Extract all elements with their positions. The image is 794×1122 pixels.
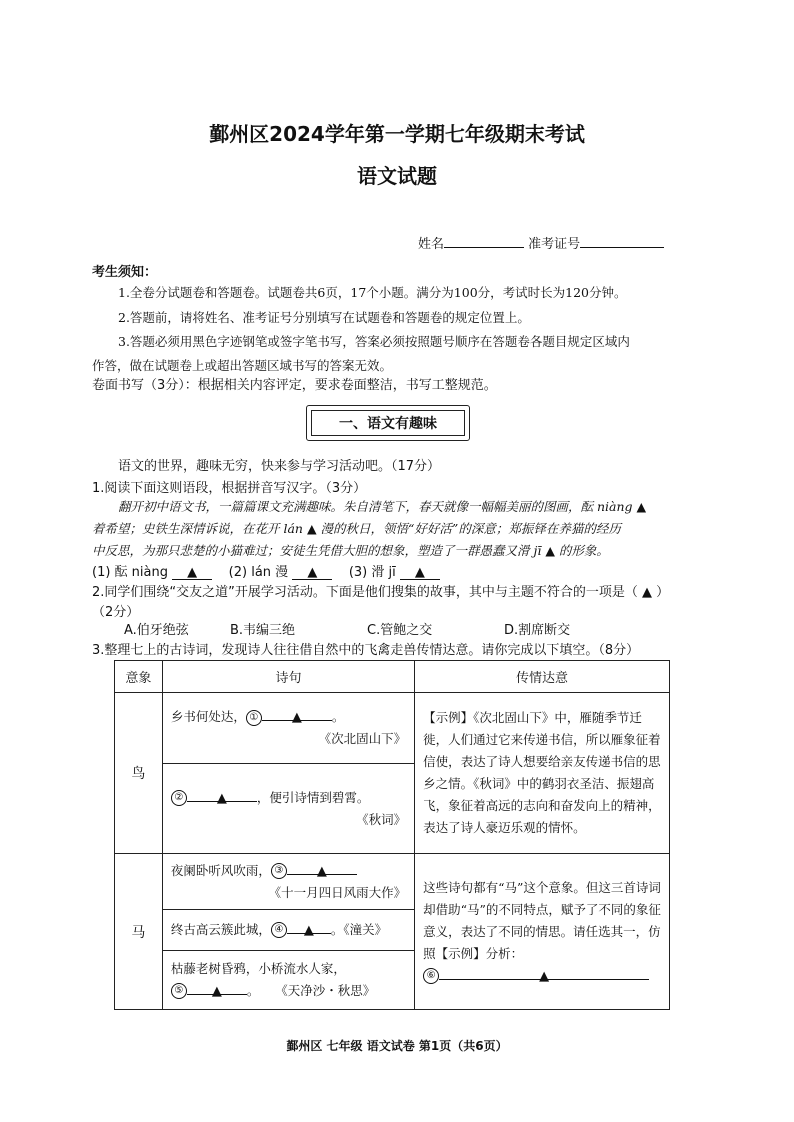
q3-stem: 3.整理七上的古诗词，发现诗人往往借自然中的飞禽走兽传情达意。请你完成以下填空。（8分） xyxy=(92,643,640,658)
verse-text: 终古高云簇此城， xyxy=(170,921,271,937)
q2-stem: 2.同学们围绕“交友之道”开展学习活动。下面是他们搜集的故事，其中与主题不符合的一项是（ ▲ ） xyxy=(92,585,670,600)
name-field[interactable] xyxy=(444,233,524,248)
triangle-icon: ▲ xyxy=(211,983,222,999)
verse-blank-1[interactable] xyxy=(262,706,332,726)
source: 《潼关》 xyxy=(343,921,388,937)
imagery-bird: 鸟 xyxy=(115,692,163,854)
source: 《十一月四日风雨大作》 xyxy=(268,884,407,900)
q2-option-a[interactable]: A.伯牙绝弦 xyxy=(124,623,189,638)
notice-item-3: 3.答题必须用黑色字迹钢笔或签字笔书写，答案必须按照题号顺序在答题卷各题目规定区域内 xyxy=(118,334,630,349)
q1-blank-3[interactable] xyxy=(400,565,440,580)
triangle-icon: ▲ xyxy=(216,790,227,806)
verse-cell-5: 枯藤老树昏鸦，小桥流水人家， ⑤ ▲ 。 《天净沙・秋思》 xyxy=(162,950,414,1009)
emotion-cell-horse xyxy=(415,854,670,1010)
imagery-horse: 马 xyxy=(115,854,163,1010)
verse-text: 乡书何处达， xyxy=(170,709,246,725)
section-title-scroll xyxy=(306,405,470,441)
q2-option-b[interactable]: B.韦编三绝 xyxy=(230,623,296,638)
triangle-icon: ▲ xyxy=(303,922,314,938)
q1-passage-line-1: 翻开初中语文书，一篇篇课文充满趣味。朱自清笔下，春天就像一幅幅美丽的图画，酝 niàng ▲ xyxy=(118,499,647,514)
blank-number: ⑤ xyxy=(171,983,187,999)
q1-answer-blanks xyxy=(92,561,440,580)
blank-number: ④ xyxy=(271,922,287,938)
id-label: 准考证号 xyxy=(528,237,581,252)
candidate-info xyxy=(418,233,664,252)
triangle-icon: ▲ xyxy=(187,565,198,580)
source: 《秋词》 xyxy=(356,811,407,827)
q1-blank-2-label: (2) lán 漫 xyxy=(228,565,289,580)
analysis-blank[interactable] xyxy=(439,965,649,984)
blank-number: ⑥ xyxy=(423,968,439,984)
poem-table xyxy=(114,660,670,1010)
q1-blank-2[interactable] xyxy=(292,565,332,580)
verse-text: 夜阑卧听风吹雨， xyxy=(170,862,271,878)
notice-item-1: 1.全卷分试题卷和答题卷。试题卷共6页，17个小题。满分为100分，考试时长为120分钟。 xyxy=(118,285,627,300)
source: 《天净沙・秋思》 xyxy=(275,982,376,998)
triangle-icon: ▲ xyxy=(316,863,327,879)
q1-passage-line-3: 中反思，为那只悲楚的小猫难过；安徒生凭借大胆的想象，塑造了一群愚蠢又滑 jī ▲ 的形象。 xyxy=(92,543,609,558)
verse-text: 枯藤老树昏鸦，小桥流水人家， xyxy=(170,960,346,976)
verse-cell-3 xyxy=(162,854,414,909)
id-field[interactable] xyxy=(580,233,664,248)
verse-cell-1: 乡书何处达， ① ▲ 。 《次北固山下》 xyxy=(162,692,414,764)
verse-cell-4: 终古高云簇此城， ④ ▲ 。《潼关》 xyxy=(162,909,414,950)
triangle-icon: ▲ xyxy=(539,968,550,984)
task-prompt: 这些诗句都有“马”这个意象。但这三首诗词却借助“马”的不同特点，赋予了不同的象征意义，表达了不同的情思。请任选其一，仿照【示例】分析： xyxy=(423,879,661,961)
q1-stem: 1.阅读下面这则语段，根据拼音写汉字。（3分） xyxy=(92,481,367,496)
example-analysis: 【示例】《次北固山下》中，雁随季节迁徙，人们通过它来传递书信，所以雁象征着信使，表达了诗人想要给亲友传递书信的思乡之情。《秋词》中的鹤羽衣圣洁、振翅高飞，象征着高远的志向和奋发向上的精神，表达了诗人豪迈乐观的情怀。 xyxy=(423,710,661,836)
q1-blank-1-label: (1) 酝 niàng xyxy=(92,565,168,580)
verse-text: ，便引诗情到碧霄。 xyxy=(256,789,370,805)
verse-blank-3[interactable] xyxy=(287,860,357,879)
header-emotion: 传情达意 xyxy=(415,661,670,693)
q2-option-d[interactable]: D.割席断交 xyxy=(504,623,571,638)
blank-number: ③ xyxy=(271,863,287,879)
triangle-icon: ▲ xyxy=(414,565,425,580)
notice-heading: 考生须知： xyxy=(92,265,158,280)
source: 《次北固山下》 xyxy=(318,731,407,747)
blank-number: ② xyxy=(171,790,187,806)
header-imagery: 意象 xyxy=(115,661,163,693)
triangle-icon: ▲ xyxy=(307,565,318,580)
q2-option-c[interactable]: C.管鲍之交 xyxy=(367,623,433,638)
verse-blank-2[interactable] xyxy=(187,787,257,806)
name-label: 姓名 xyxy=(418,237,445,252)
notice-item-3-cont: 作答，做在试题卷上或超出答题区域书写的答案无效。 xyxy=(92,358,393,373)
section-title: 一、语文有趣味 xyxy=(311,410,465,436)
exam-subtitle: 语文试题 xyxy=(357,164,437,188)
section-intro: 语文的世界，趣味无穷，快来参与学习活动吧。（17分） xyxy=(118,459,441,474)
exam-title: 鄞州区2024学年第一学期七年级期末考试 xyxy=(209,122,585,146)
blank-number: ① xyxy=(246,710,262,726)
verse-blank-4[interactable] xyxy=(287,919,331,938)
triangle-icon: ▲ xyxy=(291,710,302,726)
q1-blank-1[interactable] xyxy=(172,565,212,580)
verse-blank-5[interactable] xyxy=(187,980,247,999)
q2-score: （2分） xyxy=(92,605,140,620)
header-verse: 诗句 xyxy=(162,661,414,693)
page-footer: 鄞州区 七年级 语文试卷 第1页（共6页） xyxy=(286,1039,508,1053)
notice-item-2: 2.答题前，请将姓名、准考证号分别填写在试题卷和答题卷的规定位置上。 xyxy=(118,310,530,325)
emotion-cell-bird xyxy=(415,692,670,854)
q1-passage-line-2: 着希望；史铁生深情诉说，在花开 lán ▲ 漫的秋日，领悟“好好活”的深意；郑振铎在养猫的经历 xyxy=(92,521,621,536)
q1-blank-3-label: (3) 滑 jī xyxy=(348,565,396,580)
verse-cell-2 xyxy=(162,764,414,854)
handwriting-note: 卷面书写（3分）：根据相关内容评定，要求卷面整洁，书写工整规范。 xyxy=(92,378,497,393)
